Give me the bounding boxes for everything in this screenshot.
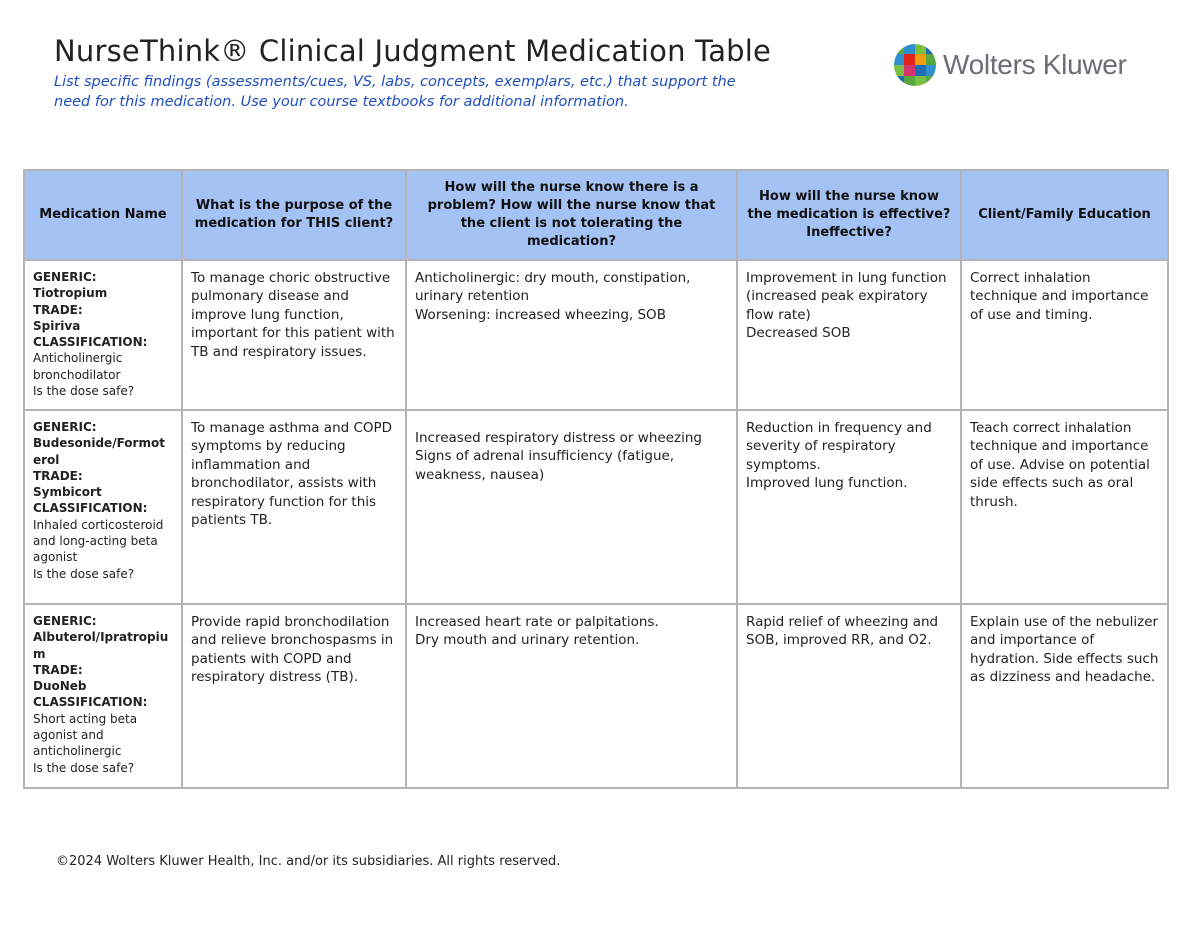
table-header-row bbox=[24, 170, 1168, 260]
col-header-problem: How will the nurse know there is a problem? How will the nurse know that the client is not tolerating the medication? bbox=[406, 170, 737, 260]
purpose-cell: To manage choric obstructive pulmonary disease and improve lung function, important for this patient with TB and respiratory issues. bbox=[182, 260, 406, 410]
col-header-purpose: What is the purpose of the medication for THIS client? bbox=[182, 170, 406, 260]
problem-line: Increased respiratory distress or wheezing bbox=[415, 430, 702, 446]
problem-line: Signs of adrenal insufficiency (fatigue, weakness, nausea) bbox=[415, 448, 675, 483]
problem-cell bbox=[406, 410, 737, 604]
trade-label: TRADE: bbox=[33, 302, 83, 317]
generic-label: GENERIC: bbox=[33, 614, 97, 628]
trade-name: DuoNeb bbox=[33, 679, 87, 694]
problem-cell bbox=[406, 604, 737, 788]
problem-line: Increased heart rate or palpitations. bbox=[415, 614, 659, 630]
table-row bbox=[24, 604, 1168, 788]
classification-label: CLASSIFICATION: bbox=[33, 501, 148, 516]
dose-question: Is the dose safe? bbox=[33, 566, 135, 581]
trade-label: TRADE: bbox=[33, 468, 83, 483]
wolters-kluwer-logo-icon bbox=[893, 43, 937, 87]
copyright-footer: ©2024 Wolters Kluwer Health, Inc. and/or its subsidiaries. All rights reserved. bbox=[56, 854, 561, 869]
medication-name-cell bbox=[24, 410, 182, 604]
effective-cell bbox=[737, 410, 961, 604]
trade-name: Symbicort bbox=[33, 485, 102, 500]
classification-label: CLASSIFICATION: bbox=[33, 335, 148, 350]
trade-name: Spiriva bbox=[33, 318, 81, 333]
education-cell: Teach correct inhalation technique and importance of use. Advise on potential side effects such as oral thrush. bbox=[961, 410, 1168, 604]
problem-cell bbox=[406, 260, 737, 410]
education-cell: Explain use of the nebulizer and importance of hydration. Side effects such as dizziness and headache. bbox=[961, 604, 1168, 788]
effective-line: Reduction in frequency and severity of respiratory symptoms. bbox=[746, 420, 932, 473]
problem-line: Anticholinergic: dry mouth, constipation, urinary retention bbox=[415, 270, 691, 305]
problem-line: Dry mouth and urinary retention. bbox=[415, 632, 640, 649]
classification: Anticholinergic bronchodilator bbox=[33, 351, 123, 382]
logo-text: Wolters Kluwer bbox=[943, 49, 1127, 80]
col-header-effective: How will the nurse know the medication is effective? Ineffective? bbox=[737, 170, 961, 260]
effective-line: Rapid relief of wheezing and SOB, improved RR, and O2. bbox=[746, 614, 939, 649]
page-title: NurseThink® Clinical Judgment Medication Table bbox=[54, 34, 772, 68]
table-row bbox=[24, 260, 1168, 410]
medication-name-cell bbox=[24, 604, 182, 788]
page-subtitle: List specific findings (assessments/cues, VS, labs, concepts, exemplars, etc.) that support the need for this medication. Use your course textbooks for additional information. bbox=[54, 74, 736, 110]
generic-name: Budesonide/Formoterol bbox=[33, 436, 165, 467]
generic-name: Tiotropium bbox=[33, 286, 108, 301]
effective-cell bbox=[737, 604, 961, 788]
classification: Inhaled corticosteroid and long-acting beta agonist bbox=[33, 517, 164, 565]
medication-table bbox=[23, 169, 1169, 789]
generic-name: Albuterol/Ipratropium bbox=[33, 630, 169, 661]
effective-line: Improved lung function. bbox=[746, 475, 908, 492]
purpose-cell: Provide rapid bronchodilation and relieve bronchospasms in patients with COPD and respiratory distress (TB). bbox=[182, 604, 406, 788]
purpose-cell: To manage asthma and COPD symptoms by reducing inflammation and bronchodilator, assists with respiratory function for this patients TB. bbox=[182, 410, 406, 604]
effective-line: Improvement in lung function (increased peak expiratory flow rate) bbox=[746, 270, 947, 323]
generic-label: GENERIC: bbox=[33, 420, 97, 434]
table-row bbox=[24, 410, 1168, 604]
classification: Short acting beta agonist and anticholinergic bbox=[33, 711, 138, 759]
generic-label: GENERIC: bbox=[33, 270, 97, 284]
dose-question: Is the dose safe? bbox=[33, 760, 135, 775]
brand-logo bbox=[893, 42, 1127, 88]
education-cell: Correct inhalation technique and importance of use and timing. bbox=[961, 260, 1168, 410]
medication-name-cell bbox=[24, 260, 182, 410]
effective-cell bbox=[737, 260, 961, 410]
effective-line: Decreased SOB bbox=[746, 325, 851, 342]
problem-line: Worsening: increased wheezing, SOB bbox=[415, 306, 666, 323]
dose-question: Is the dose safe? bbox=[33, 384, 135, 399]
classification-label: CLASSIFICATION: bbox=[33, 695, 148, 710]
trade-label: TRADE: bbox=[33, 662, 83, 677]
col-header-education: Client/Family Education bbox=[961, 170, 1168, 260]
col-header-medication-name: Medication Name bbox=[24, 170, 182, 260]
